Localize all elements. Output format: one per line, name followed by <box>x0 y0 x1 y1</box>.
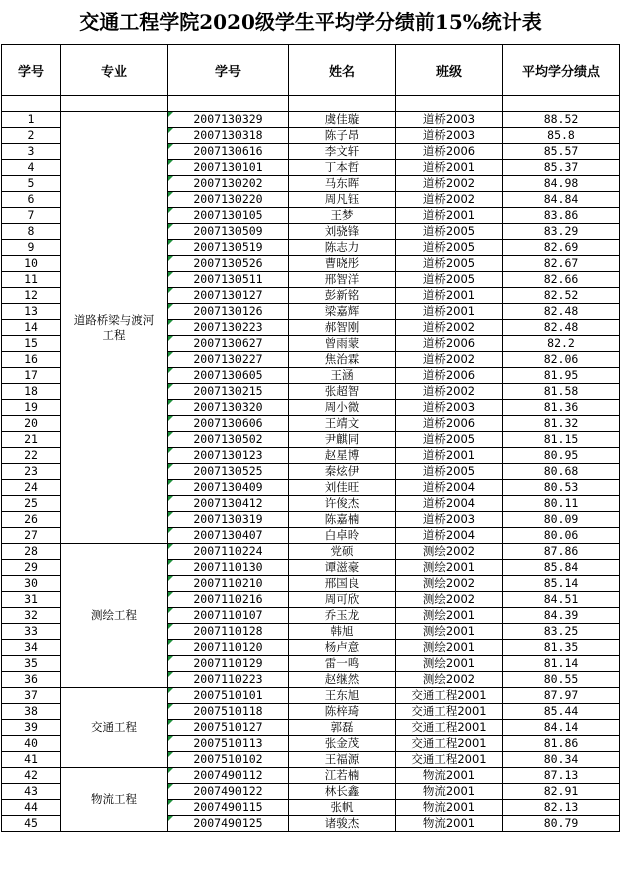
class-cell: 道桥2005 <box>396 464 503 480</box>
gpa-cell: 80.68 <box>503 464 620 480</box>
gpa-cell: 81.36 <box>503 400 620 416</box>
class-cell: 交通工程2001 <box>396 720 503 736</box>
gpa-cell: 80.95 <box>503 448 620 464</box>
gpa-cell: 82.48 <box>503 320 620 336</box>
student-name-cell: 党硕 <box>289 544 396 560</box>
student-name-cell: 诸骏杰 <box>289 816 396 832</box>
seq-cell: 18 <box>2 384 61 400</box>
seq-cell: 42 <box>2 768 61 784</box>
student-id-cell: 2007510102 <box>168 752 289 768</box>
student-name-cell: 江若楠 <box>289 768 396 784</box>
seq-cell: 26 <box>2 512 61 528</box>
spacer-cell <box>503 96 620 112</box>
class-cell: 道桥2002 <box>396 384 503 400</box>
seq-cell: 39 <box>2 720 61 736</box>
student-name-cell: 虞佳璇 <box>289 112 396 128</box>
student-name-cell: 王梦 <box>289 208 396 224</box>
student-name-cell: 梁嘉辉 <box>289 304 396 320</box>
seq-cell: 10 <box>2 256 61 272</box>
student-id-cell: 2007130220 <box>168 192 289 208</box>
student-id-cell: 2007130409 <box>168 480 289 496</box>
gpa-cell: 84.14 <box>503 720 620 736</box>
student-name-cell: 张超智 <box>289 384 396 400</box>
gpa-cell: 80.53 <box>503 480 620 496</box>
student-name-cell: 陈子昂 <box>289 128 396 144</box>
gpa-cell: 80.06 <box>503 528 620 544</box>
gpa-cell: 81.95 <box>503 368 620 384</box>
class-cell: 测绘2002 <box>396 544 503 560</box>
class-cell: 道桥2001 <box>396 160 503 176</box>
student-id-cell: 2007130123 <box>168 448 289 464</box>
class-cell: 道桥2003 <box>396 128 503 144</box>
student-name-cell: 焦治霖 <box>289 352 396 368</box>
student-id-cell: 2007130319 <box>168 512 289 528</box>
gpa-cell: 82.69 <box>503 240 620 256</box>
student-id-cell: 2007130525 <box>168 464 289 480</box>
class-cell: 物流2001 <box>396 768 503 784</box>
student-name-cell: 丁本哲 <box>289 160 396 176</box>
student-id-cell: 2007490125 <box>168 816 289 832</box>
seq-cell: 31 <box>2 592 61 608</box>
student-id-cell: 2007490122 <box>168 784 289 800</box>
class-cell: 道桥2006 <box>396 144 503 160</box>
class-cell: 道桥2005 <box>396 240 503 256</box>
seq-cell: 43 <box>2 784 61 800</box>
major-cell <box>61 768 168 832</box>
student-name-cell: 张帆 <box>289 800 396 816</box>
seq-cell: 9 <box>2 240 61 256</box>
student-name-cell: 白卓昤 <box>289 528 396 544</box>
student-id-cell: 2007130320 <box>168 400 289 416</box>
spacer-cell <box>168 96 289 112</box>
gpa-cell: 82.2 <box>503 336 620 352</box>
spacer-cell <box>289 96 396 112</box>
seq-cell: 28 <box>2 544 61 560</box>
class-cell: 道桥2001 <box>396 208 503 224</box>
student-id-cell: 2007130101 <box>168 160 289 176</box>
class-cell: 道桥2002 <box>396 192 503 208</box>
student-id-cell: 2007130105 <box>168 208 289 224</box>
gpa-cell: 81.35 <box>503 640 620 656</box>
student-id-cell: 2007130412 <box>168 496 289 512</box>
seq-cell: 41 <box>2 752 61 768</box>
class-cell: 物流2001 <box>396 816 503 832</box>
gpa-cell: 82.91 <box>503 784 620 800</box>
class-cell: 道桥2002 <box>396 176 503 192</box>
student-name-cell: 王靖文 <box>289 416 396 432</box>
student-id-cell: 2007130511 <box>168 272 289 288</box>
seq-cell: 16 <box>2 352 61 368</box>
seq-cell: 19 <box>2 400 61 416</box>
class-cell: 道桥2001 <box>396 288 503 304</box>
class-cell: 道桥2003 <box>396 400 503 416</box>
seq-cell: 11 <box>2 272 61 288</box>
class-cell: 测绘2001 <box>396 640 503 656</box>
student-id-cell: 2007110223 <box>168 672 289 688</box>
gpa-cell: 85.14 <box>503 576 620 592</box>
student-name-cell: 王福源 <box>289 752 396 768</box>
seq-cell: 4 <box>2 160 61 176</box>
seq-cell: 12 <box>2 288 61 304</box>
seq-cell: 5 <box>2 176 61 192</box>
seq-cell: 24 <box>2 480 61 496</box>
gpa-cell: 84.98 <box>503 176 620 192</box>
student-id-cell: 2007130407 <box>168 528 289 544</box>
student-id-cell: 2007490112 <box>168 768 289 784</box>
gpa-cell: 80.09 <box>503 512 620 528</box>
header-seq: 学号 <box>2 45 61 96</box>
gpa-cell: 81.86 <box>503 736 620 752</box>
table-row <box>2 688 620 704</box>
class-cell: 道桥2002 <box>396 320 503 336</box>
gpa-cell: 82.06 <box>503 352 620 368</box>
student-id-cell: 2007110210 <box>168 576 289 592</box>
gpa-cell: 84.84 <box>503 192 620 208</box>
class-cell: 道桥2006 <box>396 416 503 432</box>
class-cell: 物流2001 <box>396 784 503 800</box>
seq-cell: 22 <box>2 448 61 464</box>
student-id-cell: 2007130223 <box>168 320 289 336</box>
gpa-cell: 87.13 <box>503 768 620 784</box>
seq-cell: 25 <box>2 496 61 512</box>
student-name-cell: 韩旭 <box>289 624 396 640</box>
major-label-line: 工程 <box>102 327 126 342</box>
spacer-cell <box>2 96 61 112</box>
class-cell: 道桥2001 <box>396 448 503 464</box>
seq-cell: 15 <box>2 336 61 352</box>
student-name-cell: 张金茂 <box>289 736 396 752</box>
seq-cell: 8 <box>2 224 61 240</box>
seq-cell: 17 <box>2 368 61 384</box>
student-name-cell: 乔玉龙 <box>289 608 396 624</box>
student-name-cell: 李文轩 <box>289 144 396 160</box>
student-id-cell: 2007110129 <box>168 656 289 672</box>
student-name-cell: 赵星博 <box>289 448 396 464</box>
header-name: 姓名 <box>289 45 396 96</box>
student-name-cell: 雷一鸣 <box>289 656 396 672</box>
student-id-cell: 2007510127 <box>168 720 289 736</box>
student-name-cell: 邢国良 <box>289 576 396 592</box>
seq-cell: 13 <box>2 304 61 320</box>
major-label-line: 物流工程 <box>91 792 137 806</box>
gpa-cell: 83.25 <box>503 624 620 640</box>
seq-cell: 21 <box>2 432 61 448</box>
student-id-cell: 2007130627 <box>168 336 289 352</box>
seq-cell: 6 <box>2 192 61 208</box>
student-name-cell: 林长鑫 <box>289 784 396 800</box>
header-gpa: 平均学分绩点 <box>503 45 620 96</box>
table-row <box>2 768 620 784</box>
seq-cell: 27 <box>2 528 61 544</box>
student-id-cell: 2007130509 <box>168 224 289 240</box>
student-id-cell: 2007130227 <box>168 352 289 368</box>
student-name-cell: 谭滋豪 <box>289 560 396 576</box>
class-cell: 交通工程2001 <box>396 688 503 704</box>
student-name-cell: 尹麒同 <box>289 432 396 448</box>
seq-cell: 14 <box>2 320 61 336</box>
class-cell: 交通工程2001 <box>396 752 503 768</box>
seq-cell: 32 <box>2 608 61 624</box>
class-cell: 道桥2004 <box>396 480 503 496</box>
seq-cell: 35 <box>2 656 61 672</box>
page-title: 交通工程学院2020级学生平均学分绩前15%统计表 <box>79 10 542 34</box>
student-name-cell: 杨卢意 <box>289 640 396 656</box>
major-label-line: 交通工程 <box>91 720 137 734</box>
student-name-cell: 刘佳旺 <box>289 480 396 496</box>
major-cell <box>61 544 168 688</box>
student-id-cell: 2007110107 <box>168 608 289 624</box>
seq-cell: 44 <box>2 800 61 816</box>
class-cell: 测绘2001 <box>396 608 503 624</box>
class-cell: 道桥2004 <box>396 528 503 544</box>
gpa-cell: 82.66 <box>503 272 620 288</box>
gpa-cell: 81.15 <box>503 432 620 448</box>
student-name-cell: 郭磊 <box>289 720 396 736</box>
spacer-row <box>2 96 620 112</box>
student-name-cell: 周可欣 <box>289 592 396 608</box>
gpa-cell: 85.57 <box>503 144 620 160</box>
student-id-cell: 2007110216 <box>168 592 289 608</box>
header-student-id: 学号 <box>168 45 289 96</box>
header-row <box>2 45 620 96</box>
class-cell: 交通工程2001 <box>396 704 503 720</box>
class-cell: 测绘2001 <box>396 656 503 672</box>
gpa-cell: 85.8 <box>503 128 620 144</box>
class-cell: 道桥2006 <box>396 368 503 384</box>
seq-cell: 7 <box>2 208 61 224</box>
student-id-cell: 2007130606 <box>168 416 289 432</box>
gpa-cell: 81.58 <box>503 384 620 400</box>
major-cell <box>61 688 168 768</box>
student-name-cell: 陈嘉楠 <box>289 512 396 528</box>
class-cell: 测绘2001 <box>396 560 503 576</box>
class-cell: 道桥2004 <box>396 496 503 512</box>
table-body <box>2 96 620 832</box>
gpa-cell: 83.29 <box>503 224 620 240</box>
gpa-cell: 87.86 <box>503 544 620 560</box>
student-name-cell: 郝智刚 <box>289 320 396 336</box>
student-name-cell: 秦炫伊 <box>289 464 396 480</box>
gpa-cell: 85.44 <box>503 704 620 720</box>
gpa-cell: 84.51 <box>503 592 620 608</box>
student-id-cell: 2007510113 <box>168 736 289 752</box>
student-id-cell: 2007130605 <box>168 368 289 384</box>
class-cell: 道桥2001 <box>396 304 503 320</box>
student-name-cell: 陈梓琦 <box>289 704 396 720</box>
header-class: 班级 <box>396 45 503 96</box>
student-id-cell: 2007110120 <box>168 640 289 656</box>
class-cell: 测绘2001 <box>396 624 503 640</box>
seq-cell: 1 <box>2 112 61 128</box>
student-id-cell: 2007510101 <box>168 688 289 704</box>
class-cell: 道桥2005 <box>396 432 503 448</box>
seq-cell: 45 <box>2 816 61 832</box>
ranking-table <box>1 44 620 832</box>
student-id-cell: 2007130215 <box>168 384 289 400</box>
student-id-cell: 2007110130 <box>168 560 289 576</box>
major-label-line: 道路桥梁与渡河 <box>73 312 155 327</box>
gpa-cell: 82.52 <box>503 288 620 304</box>
student-id-cell: 2007110224 <box>168 544 289 560</box>
student-name-cell: 周小微 <box>289 400 396 416</box>
class-cell: 交通工程2001 <box>396 736 503 752</box>
class-cell: 道桥2006 <box>396 336 503 352</box>
seq-cell: 40 <box>2 736 61 752</box>
student-id-cell: 2007130526 <box>168 256 289 272</box>
student-name-cell: 许俊杰 <box>289 496 396 512</box>
class-cell: 测绘2002 <box>396 672 503 688</box>
student-name-cell: 曹晓彤 <box>289 256 396 272</box>
seq-cell: 29 <box>2 560 61 576</box>
class-cell: 物流2001 <box>396 800 503 816</box>
gpa-cell: 83.86 <box>503 208 620 224</box>
header-major: 专业 <box>61 45 168 96</box>
seq-cell: 30 <box>2 576 61 592</box>
gpa-cell: 81.32 <box>503 416 620 432</box>
gpa-cell: 82.13 <box>503 800 620 816</box>
class-cell: 道桥2002 <box>396 352 503 368</box>
spacer-cell <box>61 96 168 112</box>
student-id-cell: 2007130329 <box>168 112 289 128</box>
student-name-cell: 王东旭 <box>289 688 396 704</box>
student-name-cell: 彭新铭 <box>289 288 396 304</box>
gpa-cell: 88.52 <box>503 112 620 128</box>
gpa-cell: 80.79 <box>503 816 620 832</box>
student-id-cell: 2007130519 <box>168 240 289 256</box>
gpa-cell: 87.97 <box>503 688 620 704</box>
seq-cell: 37 <box>2 688 61 704</box>
class-cell: 测绘2002 <box>396 576 503 592</box>
class-cell: 道桥2003 <box>396 512 503 528</box>
gpa-cell: 80.34 <box>503 752 620 768</box>
student-name-cell: 王涵 <box>289 368 396 384</box>
student-id-cell: 2007510118 <box>168 704 289 720</box>
gpa-cell: 82.48 <box>503 304 620 320</box>
table-row <box>2 112 620 128</box>
seq-cell: 38 <box>2 704 61 720</box>
student-id-cell: 2007130616 <box>168 144 289 160</box>
gpa-cell: 85.37 <box>503 160 620 176</box>
class-cell: 道桥2003 <box>396 112 503 128</box>
student-id-cell: 2007130126 <box>168 304 289 320</box>
student-name-cell: 赵继然 <box>289 672 396 688</box>
seq-cell: 34 <box>2 640 61 656</box>
major-cell <box>61 112 168 544</box>
class-cell: 道桥2005 <box>396 272 503 288</box>
student-id-cell: 2007130202 <box>168 176 289 192</box>
student-name-cell: 曾雨蒙 <box>289 336 396 352</box>
student-id-cell: 2007130318 <box>168 128 289 144</box>
gpa-cell: 84.39 <box>503 608 620 624</box>
spacer-cell <box>396 96 503 112</box>
seq-cell: 23 <box>2 464 61 480</box>
seq-cell: 2 <box>2 128 61 144</box>
table-row <box>2 544 620 560</box>
seq-cell: 36 <box>2 672 61 688</box>
student-name-cell: 刘骁锋 <box>289 224 396 240</box>
gpa-cell: 81.14 <box>503 656 620 672</box>
student-id-cell: 2007130127 <box>168 288 289 304</box>
class-cell: 测绘2002 <box>396 592 503 608</box>
student-id-cell: 2007110128 <box>168 624 289 640</box>
seq-cell: 33 <box>2 624 61 640</box>
seq-cell: 20 <box>2 416 61 432</box>
student-name-cell: 陈志力 <box>289 240 396 256</box>
student-id-cell: 2007130502 <box>168 432 289 448</box>
student-name-cell: 邢智洋 <box>289 272 396 288</box>
class-cell: 道桥2005 <box>396 256 503 272</box>
student-name-cell: 周凡钰 <box>289 192 396 208</box>
student-name-cell: 马东晖 <box>289 176 396 192</box>
gpa-cell: 80.11 <box>503 496 620 512</box>
gpa-cell: 85.84 <box>503 560 620 576</box>
seq-cell: 3 <box>2 144 61 160</box>
table-header <box>2 45 620 96</box>
major-label-line: 测绘工程 <box>91 608 137 622</box>
student-id-cell: 2007490115 <box>168 800 289 816</box>
gpa-cell: 80.55 <box>503 672 620 688</box>
class-cell: 道桥2005 <box>396 224 503 240</box>
gpa-cell: 82.67 <box>503 256 620 272</box>
